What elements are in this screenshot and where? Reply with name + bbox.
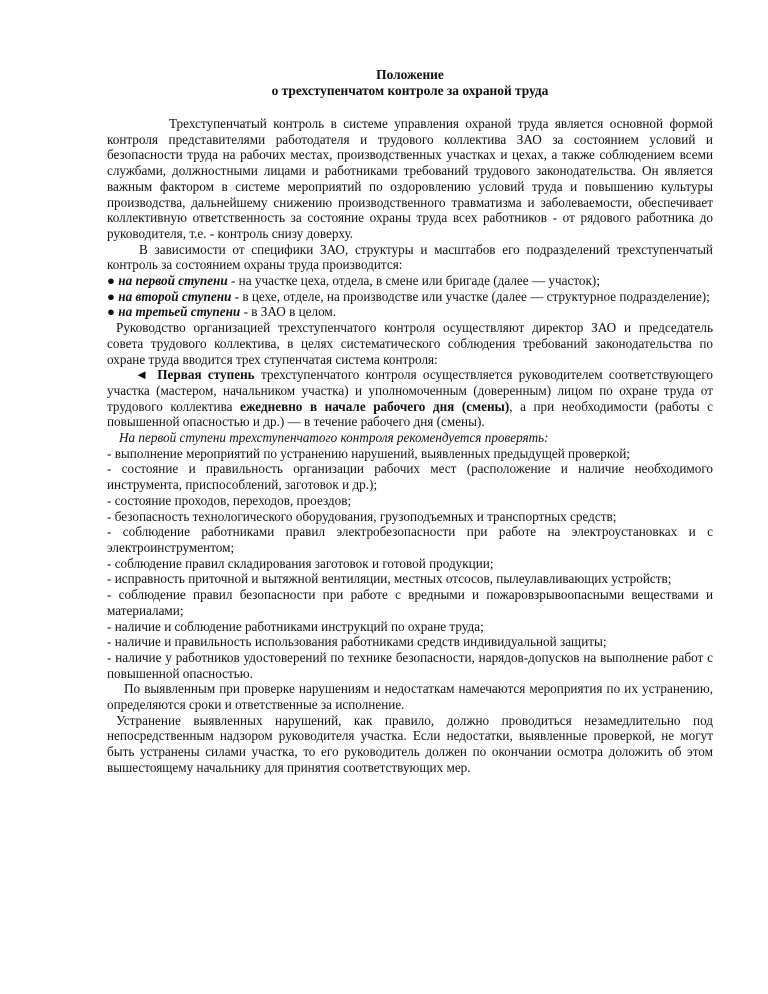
level-item-second [107, 289, 713, 305]
title-line-2: о трехступенчатом контроле за охраной труда [271, 83, 549, 98]
checklist-item: - соблюдение правил складирования заготовок и готовой продукции; [107, 555, 494, 571]
level-label: на первой ступени [118, 273, 228, 289]
checklist-item: - безопасность технологического оборудования, грузоподъемных и транспортных средств; [107, 508, 617, 524]
title-line-1: Положение [376, 67, 444, 82]
checklist-item: - исправность приточной и вытяжной вентиляции, местных отсосов, пылеулавливающих устройств; [107, 571, 672, 587]
first-stage-timing: ежедневно в начале рабочего дня (смены) [240, 398, 510, 414]
document-body [107, 67, 713, 776]
left-arrow-icon: ◄ [135, 367, 149, 383]
level-text: - в ЗАО в целом. [240, 304, 337, 320]
elimination-paragraph: Устранение выявленных нарушений, как правило, должно проводиться незамедлительно под непосредственным надзором руководителя участка. Если недостатки, выявленные проверкой, не могут быть устранены силами участка, то его руководитель должен по окончании осмотра доложить об этом вышестоящему начальнику для принятия соответствующих мер. [107, 712, 713, 775]
checklist-item: - наличие у работников удостоверений по технике безопасности, нарядов-допусков на выполнение работ с повышенной опасностью. [107, 649, 713, 681]
document-title [107, 67, 713, 99]
depends-paragraph: В зависимости от специфики ЗАО, структуры и масштабов его подразделений трехступенчатый контроль за состоянием охраны труда производится: [107, 241, 713, 273]
first-stage-label: Первая ступень [157, 367, 255, 383]
checklist-item: - выполнение мероприятий по устранению нарушений, выявленных предыдущей проверкой; [107, 445, 630, 461]
level-label: на третьей ступени [118, 304, 241, 320]
level-text: - на участке цеха, отдела, в смене или бригаде (далее — участок); [227, 273, 600, 289]
checklist-item: - состояние проходов, переходов, проездов; [107, 492, 352, 508]
measures-paragraph: По выявленным при проверке нарушениям и недостаткам намечаются мероприятия по их устранению, определяются сроки и ответственные за исполнение. [107, 681, 713, 713]
first-stage-text-end: , а при необходимости (работы с повышенной опасностью и др.) — в течение рабочего дня (смены). [107, 398, 713, 430]
checklist [107, 446, 713, 682]
level-item-first [107, 273, 713, 289]
recommend-heading: На первой ступени трехступенчатого контроля рекомендуется проверять: [119, 430, 549, 446]
level-item-third [107, 304, 713, 320]
first-stage-text: трехступенчатого контроля осуществляется руководителем соответствующего участка (мастером, начальником участка) и уполномоченным (доверенным) лицом по охране труда от трудового коллектива [107, 367, 713, 414]
first-stage-paragraph [107, 367, 713, 430]
checklist-item: - наличие и соблюдение работниками инструкций по охране труда; [107, 618, 484, 634]
checklist-item: - состояние и правильность организации рабочих мест (расположение и наличие необходимого инструмента, приспособлений, заготовок и др.); [107, 461, 713, 493]
bullet-icon: ● [107, 273, 115, 289]
management-paragraph: Руководство организацией трехступенчатого контроля осуществляют директор ЗАО и председатель совета трудового коллектива, в целях систематического соблюдения требований законодательства по охране труда вводится трех ступенчатая система контроля: [107, 320, 713, 367]
bullet-icon: ● [107, 304, 115, 320]
checklist-item: - соблюдение работниками правил электробезопасности при работе на электроустановках и с электроинструментом; [107, 524, 713, 555]
level-text: - в цехе, отделе, на производстве или участке (далее — структурное подразделение); [231, 288, 710, 304]
checklist-item: - соблюдение правил безопасности при работе с вредными и пожаровзрывоопасными веществами и материалами; [107, 587, 713, 618]
checklist-item: - наличие и правильность использования работниками средств индивидуальной защиты; [107, 634, 607, 650]
bullet-icon: ● [107, 288, 115, 304]
level-label: на второй ступени [118, 288, 232, 304]
intro-paragraph: Трехступенчатый контроль в системе управления охраной труда является основной формой контроля представителями работодателя и трудового коллектива ЗАО за состоянием условий и безопасности труда на рабочих местах, производственных участках и цехах, а также соблюдением всеми службами, должностными лицами и работниками требований трудового законодательства. Он является важным фактором в системе мероприятий по оздоровлению условий труда и повышению культуры производства, дальнейшему снижению производственного травматизма и заболеваемости, обеспечивает коллективную ответственность за состояние охраны труда всех работников - от рядового работника до руководителя, т.е. - контроль снизу доверху. [107, 116, 713, 241]
